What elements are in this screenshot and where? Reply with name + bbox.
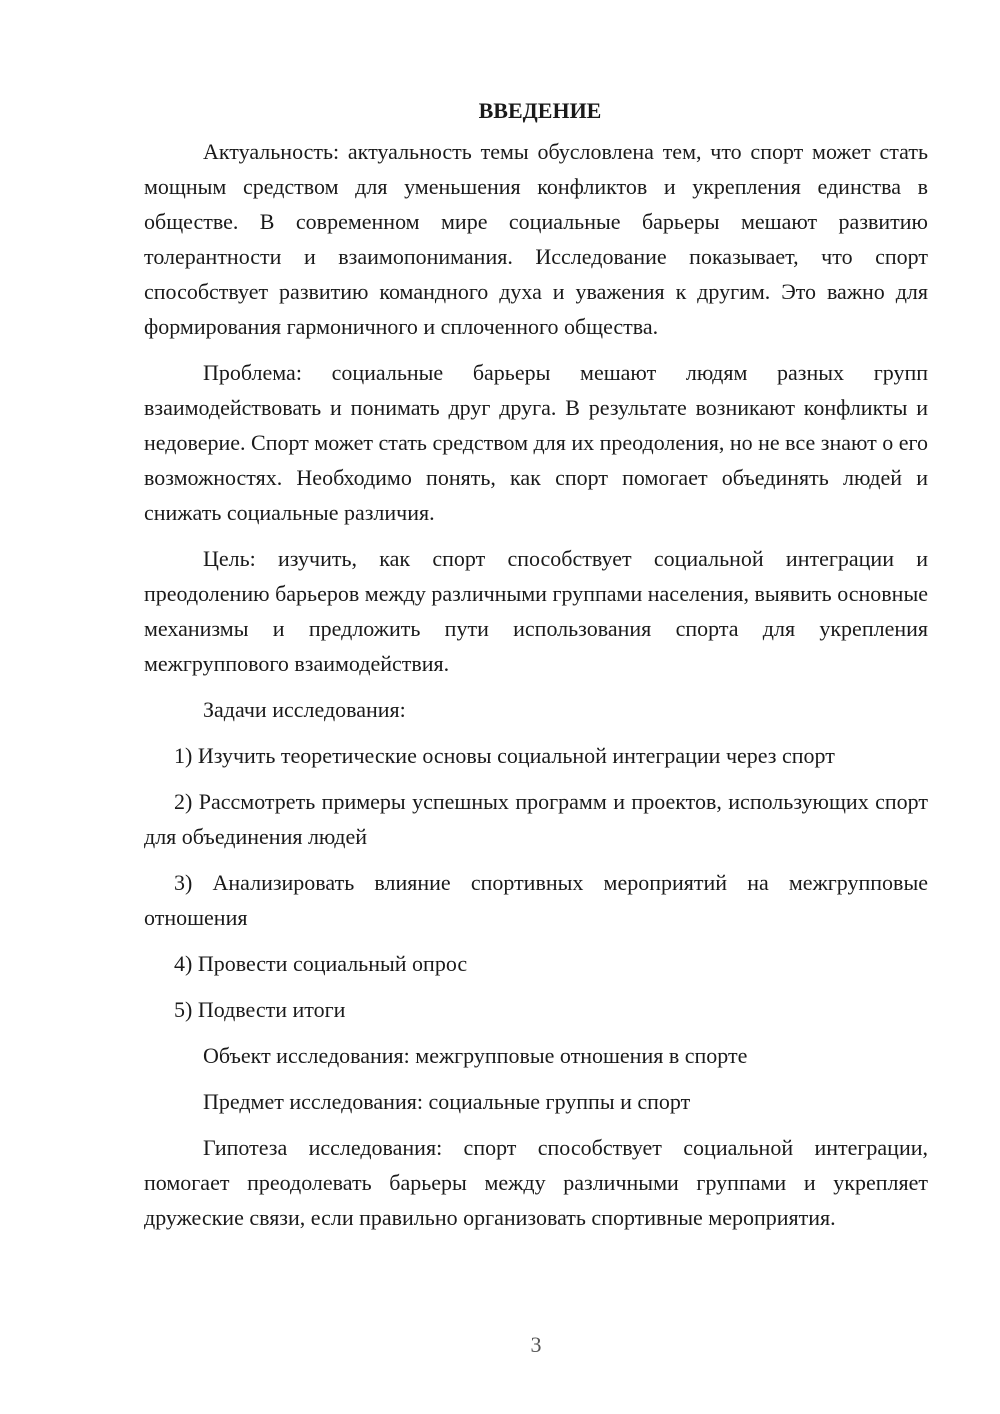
task-item-4: 4) Провести социальный опрос — [174, 951, 468, 976]
relevance-paragraph: Актуальность: актуальность темы обусловлена тем, что спорт может стать мощным средством для уменьшения конфликтов и укрепления единства в обществе. В современном мире социальные барьеры мешают развитию толерантности и взаимопонимания. Исследование показывает, что спорт способствует развитию командного духа и уважения к другим. Это важно для формирования гармоничного и сплоченного общества. — [144, 139, 928, 339]
task-item-2: 2) Рассмотреть примеры успешных программ и проектов, использующих спорт для объединения людей — [144, 789, 928, 849]
page-number: 3 — [530, 1332, 542, 1357]
page-content — [144, 93, 928, 1246]
task-item-1: 1) Изучить теоретические основы социальной интеграции через спорт — [174, 743, 835, 768]
research-object: Объект исследования: межгрупповые отношения в спорте — [203, 1043, 748, 1068]
tasks-heading: Задачи исследования: — [203, 697, 406, 722]
research-hypothesis: Гипотеза исследования: спорт способствует социальной интеграции, помогает преодолевать барьеры между различными группами и укрепляет дружеские связи, если правильно организовать спортивные мероприятия. — [144, 1135, 928, 1230]
task-item-3: 3) Анализировать влияние спортивных мероприятий на межгрупповые отношения — [144, 870, 928, 930]
task-item-5: 5) Подвести итоги — [174, 997, 346, 1022]
problem-paragraph: Проблема: социальные барьеры мешают людям разных групп взаимодействовать и понимать друг друга. В результате возникают конфликты и недоверие. Спорт может стать средством для их преодоления, но не все знают о его возможностях. Необходимо понять, как спорт помогает объединять людей и снижать социальные различия. — [144, 360, 928, 525]
research-subject: Предмет исследования: социальные группы и спорт — [203, 1089, 691, 1114]
goal-paragraph: Цель: изучить, как спорт способствует социальной интеграции и преодолению барьеров между различными группами населения, выявить основные механизмы и предложить пути использования спорта для укрепления межгруппового взаимодействия. — [144, 546, 928, 676]
page-title: ВВЕДЕНИЕ — [478, 98, 602, 123]
